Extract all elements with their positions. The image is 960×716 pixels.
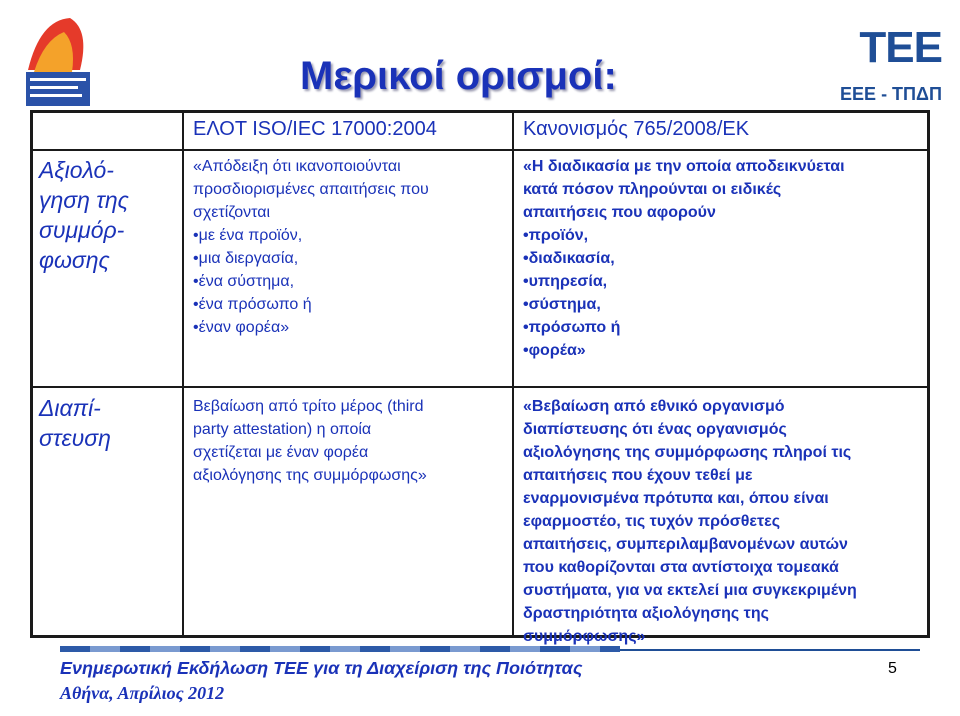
row-label-line: στευση [39,425,111,451]
cell-line: Βεβαίωση από τρίτο μέρος (third [193,398,424,415]
cell-line: απαιτήσεις που αφορούν [523,204,716,221]
row-divider [33,386,927,388]
cell-line: party attestation) η οποία [193,421,372,438]
header-regulation: Κανονισμός 765/2008/ΕΚ [523,118,750,140]
tee-logo: ΤΕΕ [859,23,942,72]
cell-regulation-conformity [523,155,923,362]
footer-event-title: Ενημερωτική Εκδήλωση ΤΕΕ για τη Διαχείριση της Ποιότητας [60,658,583,678]
cell-iso-accreditation [193,395,503,487]
cell-line: •ένα σύστημα, [193,273,295,290]
row-divider [33,149,927,151]
row-label-line: Διαπί- [39,395,101,421]
cell-line: απαιτήσεις που έχουν τεθεί με [523,467,753,484]
cell-line: •διαδικασία, [523,250,615,267]
row-label-line: φωσης [39,247,110,273]
cell-line: «Βεβαίωση από εθνικό οργανισμό [523,398,785,415]
cell-line: •υπηρεσία, [523,273,608,290]
row-label-line: συμμόρ- [39,217,125,243]
cell-line: εναρμονισμένα πρότυπα και, όπου είναι [523,490,829,507]
footer-rule [620,649,920,651]
definitions-table [30,110,930,645]
cell-line: απαιτήσεις, συμπεριλαμβανομένων αυτών [523,536,848,553]
cell-line: •με ένα προϊόν, [193,227,303,244]
cell-line: δραστηριότητα αξιολόγησης της [523,605,769,622]
cell-line: •πρόσωπο ή [523,319,621,336]
cell-iso-conformity [193,155,503,339]
cell-line: σχετίζονται [193,204,271,221]
tee-subtitle: ΕΕΕ - ΤΠΔΠ [840,84,942,104]
cell-line: •φορέα» [523,342,586,359]
row-label-accreditation [39,393,111,453]
footer-date: Αθήνα, Απρίλιος 2012 [60,683,225,703]
footer-decorative-bar [60,646,620,652]
column-divider [512,113,514,635]
slide-title: Μερικοί ορισμοί: [300,54,617,98]
cell-line: •προϊόν, [523,227,589,244]
cell-line: «Η διαδικασία με την οποία αποδεικνύεται [523,158,845,175]
row-label-line: γηση της [39,187,129,213]
page-number: 5 [888,660,897,677]
row-label-line: Αξιολό- [39,157,114,183]
cell-line: συμμόρφωσης» [523,628,646,645]
cell-regulation-accreditation [523,395,923,648]
row-label-conformity-assessment [39,155,129,275]
cell-line: σχετίζεται με έναν φορέα [193,444,369,461]
cell-line: εφαρμοστέο, τις τυχόν πρόσθετες [523,513,781,530]
cell-line: «Απόδειξη ότι ικανοποιούνται [193,158,401,175]
cell-line: συστήματα, για να εκτελεί μια συγκεκριμένη [523,582,857,599]
cell-line: •μια διεργασία, [193,250,299,267]
cell-line: •σύστημα, [523,296,601,313]
cell-line: κατά πόσον πληρούνται οι ειδικές [523,181,782,198]
event-logo [20,10,96,110]
cell-line: αξιολόγησης της συμμόρφωσης πληροί τις [523,444,852,461]
column-divider [182,113,184,635]
cell-line: που καθορίζονται στα αντίστοιχα τομεακά [523,559,839,576]
header-elot-iso: ΕΛΟΤ ISO/IEC 17000:2004 [193,118,437,140]
cell-line: •ένα πρόσωπο ή [193,296,312,313]
cell-line: προσδιορισμένες απαιτήσεις που [193,181,429,198]
cell-line: αξιολόγησης της συμμόρφωσης» [193,467,427,484]
cell-line: διαπίστευσης ότι ένας οργανισμός [523,421,787,438]
cell-line: •έναν φορέα» [193,319,290,336]
